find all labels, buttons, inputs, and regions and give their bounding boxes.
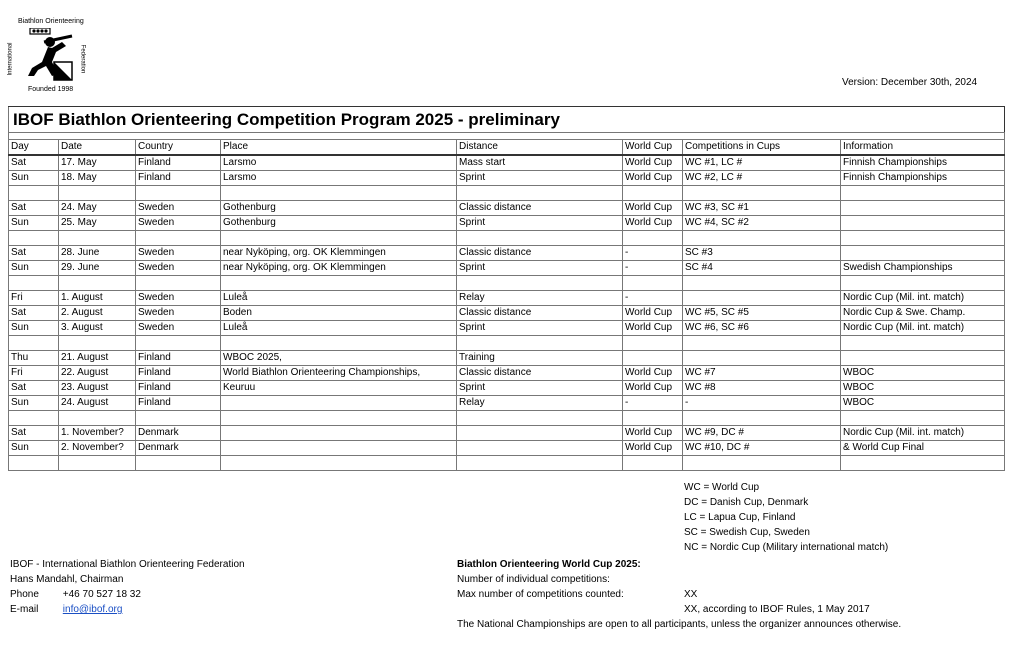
table-cell: Fri bbox=[9, 291, 59, 306]
table-cell: Classic distance bbox=[457, 201, 623, 216]
table-row bbox=[9, 366, 1005, 381]
page-title: IBOF Biathlon Orienteering Competition Program 2025 - preliminary bbox=[9, 107, 1005, 133]
table-cell: Swedish Championships bbox=[841, 261, 1005, 276]
table-cell: World Cup bbox=[623, 381, 683, 396]
table-cell: Sprint bbox=[457, 261, 623, 276]
table-cell: 24. May bbox=[59, 201, 136, 216]
table-cell bbox=[457, 336, 623, 351]
table-cell: Nordic Cup (Mil. int. match) bbox=[841, 321, 1005, 336]
table-cell: WC #1, LC # bbox=[683, 155, 841, 171]
table-cell: Gothenburg bbox=[221, 216, 457, 231]
table-cell bbox=[136, 336, 221, 351]
table-body bbox=[9, 155, 1005, 471]
table-header-row bbox=[9, 140, 1005, 156]
table-cell: 24. August bbox=[59, 396, 136, 411]
table-cell: 3. August bbox=[59, 321, 136, 336]
table-cell: 18. May bbox=[59, 171, 136, 186]
table-cell: Luleå bbox=[221, 291, 457, 306]
legend-item: SC = Swedish Cup, Sweden bbox=[684, 527, 810, 538]
table-cell bbox=[623, 231, 683, 246]
table-cell bbox=[221, 441, 457, 456]
table-cell: Sweden bbox=[136, 201, 221, 216]
table-cell bbox=[841, 351, 1005, 366]
table-cell bbox=[683, 336, 841, 351]
table-cell: WC #9, DC # bbox=[683, 426, 841, 441]
table-cell: WC #2, LC # bbox=[683, 171, 841, 186]
table-cell: Boden bbox=[221, 306, 457, 321]
table-cell: Classic distance bbox=[457, 306, 623, 321]
table-row bbox=[9, 306, 1005, 321]
table-cell bbox=[457, 411, 623, 426]
table-cell: World Cup bbox=[623, 216, 683, 231]
table-cell: Training bbox=[457, 351, 623, 366]
table-spacer-row bbox=[9, 336, 1005, 351]
email-label: E-mail bbox=[10, 604, 39, 615]
col-header: Day bbox=[9, 140, 59, 156]
table-cell: WC #4, SC #2 bbox=[683, 216, 841, 231]
table-row bbox=[9, 396, 1005, 411]
table-cell bbox=[623, 276, 683, 291]
table-cell bbox=[683, 456, 841, 471]
abbreviation-legend bbox=[684, 480, 888, 555]
table-cell bbox=[59, 456, 136, 471]
table-cell: Sprint bbox=[457, 321, 623, 336]
table-cell bbox=[457, 456, 623, 471]
logo-top-text: Biathlon Orienteering bbox=[18, 18, 84, 25]
table-cell: Nordic Cup & Swe. Champ. bbox=[841, 306, 1005, 321]
table-cell bbox=[683, 351, 841, 366]
table-cell: Finland bbox=[136, 396, 221, 411]
table-cell: 23. August bbox=[59, 381, 136, 396]
table-cell bbox=[136, 276, 221, 291]
table-cell: 2. August bbox=[59, 306, 136, 321]
table-row bbox=[9, 155, 1005, 171]
logo-right-text: Federation bbox=[79, 44, 86, 74]
legend-item: DC = Danish Cup, Denmark bbox=[684, 497, 809, 508]
max-competitions-line bbox=[457, 587, 1017, 602]
col-header: Information bbox=[841, 140, 1005, 156]
table-cell bbox=[59, 411, 136, 426]
table-cell: Nordic Cup (Mil. int. match) bbox=[841, 426, 1005, 441]
table-cell: WC #7 bbox=[683, 366, 841, 381]
world-cup-info bbox=[457, 557, 1017, 632]
table-cell: Relay bbox=[457, 291, 623, 306]
individual-competitions-label: Number of individual competitions: bbox=[457, 574, 610, 585]
table-cell: near Nyköping, org. OK Klemmingen bbox=[221, 261, 457, 276]
biathlete-icon bbox=[22, 28, 76, 84]
ibof-logo bbox=[8, 14, 98, 98]
table-cell bbox=[457, 186, 623, 201]
table-cell: Sun bbox=[9, 216, 59, 231]
table-cell bbox=[59, 276, 136, 291]
table-cell bbox=[136, 231, 221, 246]
table-cell: Sat bbox=[9, 155, 59, 171]
table-cell: Sat bbox=[9, 306, 59, 321]
table-row bbox=[9, 216, 1005, 231]
table-spacer-row bbox=[9, 276, 1005, 291]
table-cell: World Cup bbox=[623, 306, 683, 321]
table-cell bbox=[623, 351, 683, 366]
table-cell: - bbox=[623, 396, 683, 411]
table-cell bbox=[623, 336, 683, 351]
table-row bbox=[9, 321, 1005, 336]
table-cell bbox=[841, 276, 1005, 291]
table-cell bbox=[683, 276, 841, 291]
table-cell: Finland bbox=[136, 351, 221, 366]
table-cell bbox=[221, 231, 457, 246]
table-cell: WC #10, DC # bbox=[683, 441, 841, 456]
table-cell: SC #4 bbox=[683, 261, 841, 276]
table-cell: - bbox=[623, 246, 683, 261]
table-cell bbox=[683, 186, 841, 201]
table-cell: Sat bbox=[9, 381, 59, 396]
table-cell: World Cup bbox=[623, 426, 683, 441]
table-cell bbox=[457, 231, 623, 246]
table-cell: World Cup bbox=[623, 321, 683, 336]
rules-line bbox=[457, 602, 1017, 617]
table-cell: Sat bbox=[9, 201, 59, 216]
table-cell: Sweden bbox=[136, 261, 221, 276]
table-row bbox=[9, 171, 1005, 186]
table-cell bbox=[9, 336, 59, 351]
table-cell: Sun bbox=[9, 321, 59, 336]
table-cell: Denmark bbox=[136, 441, 221, 456]
legend-item: WC = World Cup bbox=[684, 482, 760, 493]
competition-table bbox=[8, 106, 1005, 471]
table-cell bbox=[221, 186, 457, 201]
table-cell: Denmark bbox=[136, 426, 221, 441]
version-text bbox=[842, 77, 977, 88]
col-header: Distance bbox=[457, 140, 623, 156]
table-cell: Finnish Championships bbox=[841, 171, 1005, 186]
phone-line bbox=[10, 587, 245, 602]
max-competitions-value: XX bbox=[684, 589, 698, 600]
table-cell: 1. August bbox=[59, 291, 136, 306]
table-cell bbox=[457, 441, 623, 456]
phone-label: Phone bbox=[10, 589, 39, 600]
table-cell: 25. May bbox=[59, 216, 136, 231]
col-header: Date bbox=[59, 140, 136, 156]
table-cell bbox=[59, 336, 136, 351]
table-cell bbox=[136, 186, 221, 201]
table-cell: Classic distance bbox=[457, 246, 623, 261]
table-spacer-row bbox=[9, 186, 1005, 201]
table-cell: Fri bbox=[9, 366, 59, 381]
table-cell: Thu bbox=[9, 351, 59, 366]
table-cell: 21. August bbox=[59, 351, 136, 366]
table-cell bbox=[59, 186, 136, 201]
table-cell bbox=[9, 276, 59, 291]
table-spacer-row bbox=[9, 231, 1005, 246]
contact-block bbox=[10, 557, 245, 617]
table-cell: Sweden bbox=[136, 306, 221, 321]
table-cell: Sweden bbox=[136, 321, 221, 336]
table-row bbox=[9, 261, 1005, 276]
table-cell bbox=[9, 411, 59, 426]
table-cell: World Cup bbox=[623, 155, 683, 171]
table-cell bbox=[841, 456, 1005, 471]
org-name: IBOF - International Biathlon Orienteering Federation bbox=[10, 559, 245, 570]
table-cell: Keuruu bbox=[221, 381, 457, 396]
table-spacer-row bbox=[9, 456, 1005, 471]
table-cell: 29. June bbox=[59, 261, 136, 276]
table-cell: 17. May bbox=[59, 155, 136, 171]
table-cell bbox=[221, 336, 457, 351]
world-cup-heading: Biathlon Orienteering World Cup 2025: bbox=[457, 559, 641, 570]
table-cell bbox=[841, 216, 1005, 231]
table-row bbox=[9, 246, 1005, 261]
table-cell: Mass start bbox=[457, 155, 623, 171]
table-cell: WBOC bbox=[841, 396, 1005, 411]
email-line bbox=[10, 602, 245, 617]
version-label: Version: December 30th, 2024 bbox=[842, 77, 978, 88]
table-cell: World Cup bbox=[623, 201, 683, 216]
table-cell bbox=[457, 276, 623, 291]
table-cell bbox=[841, 201, 1005, 216]
table-cell: Classic distance bbox=[457, 366, 623, 381]
table-cell: SC #3 bbox=[683, 246, 841, 261]
col-header: World Cup bbox=[623, 140, 683, 156]
table-cell bbox=[9, 231, 59, 246]
table-cell bbox=[221, 411, 457, 426]
table-cell bbox=[623, 411, 683, 426]
table-cell: World Cup bbox=[623, 366, 683, 381]
table-cell bbox=[623, 456, 683, 471]
table-cell: WC #8 bbox=[683, 381, 841, 396]
table-cell bbox=[457, 426, 623, 441]
col-header: Country bbox=[136, 140, 221, 156]
table-cell: 22. August bbox=[59, 366, 136, 381]
table-cell: WBOC bbox=[841, 366, 1005, 381]
championships-note: The National Championships are open to all participants, unless the organizer announces otherwise. bbox=[457, 619, 902, 630]
table-cell: WC #5, SC #5 bbox=[683, 306, 841, 321]
table-cell: Sweden bbox=[136, 246, 221, 261]
logo-bottom-text: Founded 1998 bbox=[28, 86, 74, 93]
col-header: Competitions in Cups bbox=[683, 140, 841, 156]
col-header: Place bbox=[221, 140, 457, 156]
table-cell: & World Cup Final bbox=[841, 441, 1005, 456]
table-cell bbox=[136, 411, 221, 426]
table-cell: - bbox=[623, 261, 683, 276]
table-cell: WBOC 2025, bbox=[221, 351, 457, 366]
table-cell: Gothenburg bbox=[221, 201, 457, 216]
logo-left-text: International bbox=[7, 42, 14, 76]
table-cell: 28. June bbox=[59, 246, 136, 261]
table-cell: Sun bbox=[9, 171, 59, 186]
legend-item: NC = Nordic Cup (Military international match) bbox=[684, 542, 889, 553]
table-cell bbox=[136, 456, 221, 471]
table-cell: Larsmo bbox=[221, 155, 457, 171]
chairman-name: Hans Mandahl, Chairman bbox=[10, 574, 124, 585]
table-cell: Sun bbox=[9, 396, 59, 411]
table-cell: Sprint bbox=[457, 381, 623, 396]
table-cell bbox=[221, 396, 457, 411]
table-row bbox=[9, 426, 1005, 441]
phone-number: +46 70 527 18 32 bbox=[62, 589, 141, 600]
table-cell: World Cup bbox=[623, 441, 683, 456]
table-row bbox=[9, 291, 1005, 306]
table-cell bbox=[9, 456, 59, 471]
table-cell: World Cup bbox=[623, 171, 683, 186]
table-row bbox=[9, 201, 1005, 216]
table-cell bbox=[841, 246, 1005, 261]
table-cell: Finland bbox=[136, 155, 221, 171]
table-cell bbox=[59, 231, 136, 246]
table-cell: WBOC bbox=[841, 381, 1005, 396]
table-cell: 1. November? bbox=[59, 426, 136, 441]
table-cell bbox=[221, 276, 457, 291]
table-cell: Sweden bbox=[136, 291, 221, 306]
table-cell bbox=[683, 411, 841, 426]
table-cell: Finland bbox=[136, 171, 221, 186]
table-row bbox=[9, 441, 1005, 456]
table-cell bbox=[841, 411, 1005, 426]
table-cell bbox=[623, 186, 683, 201]
table-cell bbox=[221, 456, 457, 471]
table-cell: near Nyköping, org. OK Klemmingen bbox=[221, 246, 457, 261]
legend-item: LC = Lapua Cup, Finland bbox=[684, 512, 796, 523]
table-cell: World Biathlon Orienteering Championships, bbox=[221, 366, 457, 381]
table-cell: 2. November? bbox=[59, 441, 136, 456]
table-spacer-row bbox=[9, 411, 1005, 426]
table-cell bbox=[841, 231, 1005, 246]
table-cell: WC #6, SC #6 bbox=[683, 321, 841, 336]
max-competitions-label: Max number of competitions counted: bbox=[457, 589, 624, 600]
email-link[interactable]: info@ibof.org bbox=[62, 604, 123, 615]
table-cell: Finland bbox=[136, 381, 221, 396]
table-cell: Finland bbox=[136, 366, 221, 381]
table-cell: Sat bbox=[9, 246, 59, 261]
rules-value: XX, according to IBOF Rules, 1 May 2017 bbox=[684, 604, 870, 615]
table-cell bbox=[683, 291, 841, 306]
table-cell: Luleå bbox=[221, 321, 457, 336]
table-cell: Sun bbox=[9, 261, 59, 276]
table-cell bbox=[683, 231, 841, 246]
table-cell: Nordic Cup (Mil. int. match) bbox=[841, 291, 1005, 306]
table-cell bbox=[9, 186, 59, 201]
table-cell: WC #3, SC #1 bbox=[683, 201, 841, 216]
table-cell bbox=[841, 336, 1005, 351]
table-cell: Sprint bbox=[457, 171, 623, 186]
table-cell: Sweden bbox=[136, 216, 221, 231]
table-cell: Larsmo bbox=[221, 171, 457, 186]
table-cell: Sprint bbox=[457, 216, 623, 231]
table-cell: - bbox=[623, 291, 683, 306]
table-row bbox=[9, 351, 1005, 366]
table-cell: Sat bbox=[9, 426, 59, 441]
table-row bbox=[9, 381, 1005, 396]
table-cell: Relay bbox=[457, 396, 623, 411]
table-cell bbox=[841, 186, 1005, 201]
table-cell: - bbox=[683, 396, 841, 411]
table-cell: Finnish Championships bbox=[841, 155, 1005, 171]
table-cell: Sun bbox=[9, 441, 59, 456]
table-cell bbox=[221, 426, 457, 441]
